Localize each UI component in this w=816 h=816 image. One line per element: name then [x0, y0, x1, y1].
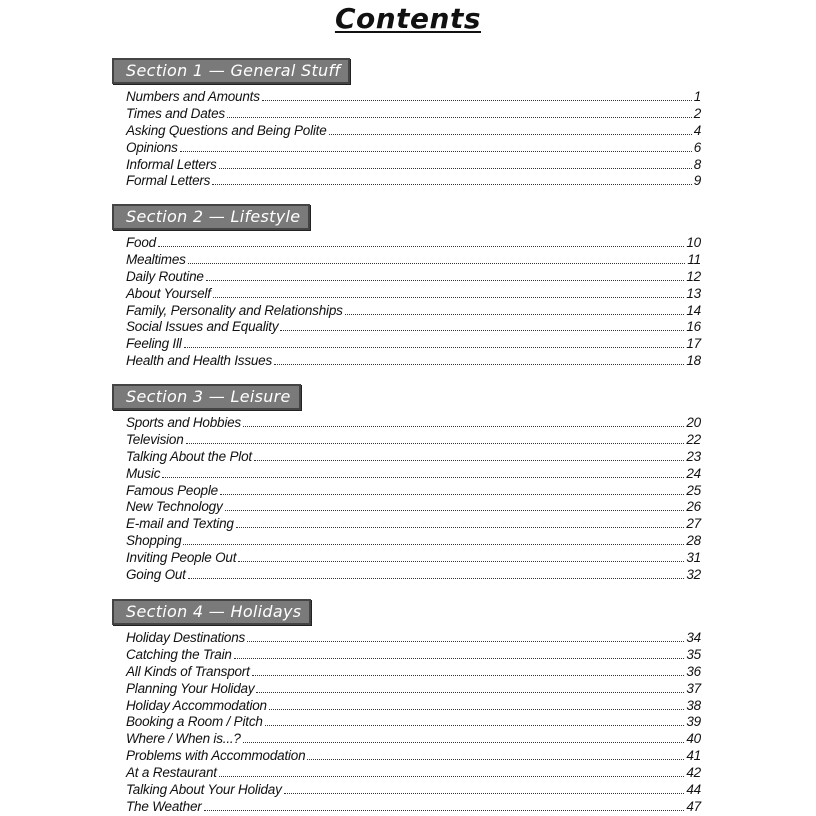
toc-entry-page-number: 11: [687, 251, 701, 267]
toc-entry[interactable]: [126, 123, 701, 140]
dot-leader: [220, 494, 684, 495]
dot-leader: [219, 776, 685, 777]
toc-entry-page-number: 17: [686, 336, 701, 352]
toc-entry-title: Social Issues and Equality: [126, 319, 279, 335]
dot-leader: [184, 347, 685, 348]
toc-entry-title: Health and Health Issues: [126, 353, 273, 369]
dot-leader: [254, 460, 684, 461]
toc-entry-title: Sports and Hobbies: [126, 415, 241, 430]
toc-entry-title: Problems with Accommodation: [126, 748, 306, 764]
toc-entry[interactable]: [126, 89, 701, 106]
toc-entry-page-number: 40: [686, 731, 701, 747]
toc-entry[interactable]: [126, 235, 701, 252]
toc-entry-title: Talking About Your Holiday: [126, 782, 282, 798]
toc-entry-page-number: 8: [693, 156, 701, 172]
toc-entry-page-number: 20: [686, 415, 701, 430]
toc-entry[interactable]: [126, 157, 701, 174]
toc-entry[interactable]: [126, 748, 701, 765]
toc-entry-page-number: 32: [686, 567, 701, 583]
toc-entry[interactable]: [126, 714, 701, 731]
dot-leader: [243, 742, 685, 743]
toc-entry[interactable]: [126, 698, 701, 715]
toc-entry-title: Television: [126, 431, 184, 447]
toc-entry[interactable]: [126, 415, 701, 432]
toc-entry-page-number: 27: [686, 516, 701, 532]
dot-leader: [307, 759, 684, 760]
toc-entry-title: New Technology: [126, 499, 223, 515]
toc-entry[interactable]: [126, 449, 701, 466]
toc-entry-title: Feeling Ill: [126, 336, 182, 352]
toc-entry-page-number: 4: [693, 122, 701, 138]
toc-entry-page-number: 2: [693, 105, 701, 121]
toc-entry-page-number: 41: [686, 748, 701, 764]
toc-entry-title: Opinions: [126, 139, 178, 155]
dot-leader: [236, 527, 685, 528]
toc-entry[interactable]: [126, 681, 701, 698]
toc-entry[interactable]: [126, 567, 701, 584]
section-heading: Section 2 — Lifestyle: [112, 204, 310, 230]
toc-entry[interactable]: [126, 765, 701, 782]
toc-entry-page-number: 47: [686, 798, 701, 814]
toc-entry[interactable]: [126, 140, 701, 157]
section-4: [112, 599, 702, 816]
toc-entry-title: Shopping: [126, 533, 182, 549]
toc-entry[interactable]: [126, 516, 701, 533]
toc-entry-title: All Kinds of Transport: [126, 663, 250, 679]
toc-entry[interactable]: [126, 353, 701, 370]
toc-entry-page-number: 44: [686, 782, 701, 798]
dot-leader: [269, 709, 685, 710]
toc-entry-page-number: 35: [686, 646, 701, 662]
toc-entry-title: Planning Your Holiday: [126, 680, 255, 696]
toc-entry[interactable]: [126, 630, 701, 647]
dot-leader: [162, 477, 684, 478]
dot-leader: [247, 641, 684, 642]
dot-leader: [225, 510, 685, 511]
dot-leader: [158, 246, 684, 247]
dot-leader: [243, 426, 684, 427]
toc-entry[interactable]: [126, 483, 701, 500]
toc-entry[interactable]: [126, 336, 701, 353]
toc-entry-title: Where / When is...?: [126, 731, 241, 747]
dot-leader: [183, 544, 684, 545]
toc-entry-page-number: 26: [686, 499, 701, 515]
toc-entry-title: Asking Questions and Being Polite: [126, 122, 327, 138]
toc-entry[interactable]: [126, 466, 701, 483]
toc-entry-title: Mealtimes: [126, 251, 186, 267]
toc-entry-page-number: 12: [686, 268, 701, 284]
toc-entry-page-number: 18: [686, 353, 701, 369]
toc-entry-title: Times and Dates: [126, 105, 225, 121]
toc-entry-page-number: 38: [686, 697, 701, 713]
toc-entry-title: Holiday Accommodation: [126, 697, 267, 713]
dot-leader: [252, 675, 685, 676]
section-heading: Section 1 — General Stuff: [112, 58, 350, 84]
toc-list: [126, 235, 701, 370]
toc-entry-title: At a Restaurant: [126, 765, 217, 781]
toc-entry-page-number: 22: [686, 431, 701, 447]
toc-entry[interactable]: [126, 252, 701, 269]
toc-entry[interactable]: [126, 550, 701, 567]
toc-entry-page-number: 6: [693, 139, 701, 155]
toc-entry-page-number: 13: [686, 285, 701, 301]
toc-entry[interactable]: [126, 432, 701, 449]
section-1: [112, 58, 702, 190]
dot-leader: [262, 100, 692, 101]
dot-leader: [265, 725, 685, 726]
toc-entry[interactable]: [126, 499, 701, 516]
toc-entry-title: Famous People: [126, 482, 218, 498]
toc-entry-title: Holiday Destinations: [126, 630, 246, 645]
section-3: [112, 384, 702, 584]
section-2: [112, 204, 702, 370]
toc-entry-page-number: 42: [686, 765, 701, 781]
dot-leader: [345, 314, 685, 315]
toc-entry-page-number: 25: [686, 482, 701, 498]
section-heading: Section 4 — Holidays: [112, 599, 311, 625]
dot-leader: [274, 364, 684, 365]
toc-entry-title: The Weather: [126, 798, 202, 814]
toc-entry[interactable]: [126, 533, 701, 550]
toc-entry-title: Food: [126, 235, 156, 250]
dot-leader: [234, 658, 685, 659]
toc-entry-title: About Yourself: [126, 285, 211, 301]
dot-leader: [219, 168, 692, 169]
toc-entry-page-number: 34: [686, 630, 701, 645]
dot-leader: [227, 117, 692, 118]
toc-entry-page-number: 16: [686, 319, 701, 335]
toc-entry-title: E-mail and Texting: [126, 516, 234, 532]
toc-entry-title: Going Out: [126, 567, 186, 583]
toc-entry[interactable]: [126, 731, 701, 748]
toc-entry-page-number: 36: [686, 663, 701, 679]
toc-entry[interactable]: [126, 647, 701, 664]
toc-entry[interactable]: [126, 782, 701, 799]
toc-entry-title: Booking a Room / Pitch: [126, 714, 263, 730]
toc-entry[interactable]: [126, 303, 701, 320]
toc-entry-title: Informal Letters: [126, 156, 217, 172]
toc-list: [126, 630, 701, 816]
dot-leader: [212, 184, 691, 185]
toc-entry[interactable]: [126, 664, 701, 681]
dot-leader: [206, 280, 685, 281]
toc-list: [126, 415, 701, 584]
dot-leader: [204, 810, 685, 811]
dot-leader: [186, 443, 685, 444]
toc-entry-page-number: 31: [686, 550, 701, 566]
toc-entry-title: Daily Routine: [126, 268, 204, 284]
dot-leader: [256, 692, 684, 693]
toc-entry-page-number: 9: [693, 173, 701, 189]
dot-leader: [188, 263, 686, 264]
toc-entry[interactable]: [126, 319, 701, 336]
toc-entry[interactable]: [126, 269, 701, 286]
toc-entry-page-number: 39: [686, 714, 701, 730]
dot-leader: [280, 330, 684, 331]
toc-entry[interactable]: [126, 106, 701, 123]
dot-leader: [188, 578, 685, 579]
toc-entry-title: Family, Personality and Relationships: [126, 302, 343, 318]
toc-entry-page-number: 23: [686, 448, 701, 464]
toc-entry-page-number: 14: [686, 302, 701, 318]
toc-entry-page-number: 10: [686, 235, 701, 250]
toc-entry-page-number: 37: [686, 680, 701, 696]
dot-leader: [284, 793, 685, 794]
toc-entry-page-number: 24: [686, 465, 701, 481]
toc-entry-title: Catching the Train: [126, 646, 232, 662]
toc-entry[interactable]: [126, 173, 701, 190]
dot-leader: [238, 561, 684, 562]
toc-entry[interactable]: [126, 286, 701, 303]
toc-entry-title: Inviting People Out: [126, 550, 237, 566]
toc-entry-title: Talking About the Plot: [126, 448, 252, 464]
dot-leader: [213, 297, 685, 298]
dot-leader: [329, 134, 692, 135]
section-heading: Section 3 — Leisure: [112, 384, 301, 410]
toc-entry-page-number: 28: [686, 533, 701, 549]
dot-leader: [180, 151, 692, 152]
toc-entry-title: Formal Letters: [126, 173, 211, 189]
toc-entry-title: Music: [126, 465, 161, 481]
toc-entry[interactable]: [126, 799, 701, 816]
toc-entry-title: Numbers and Amounts: [126, 89, 260, 104]
toc-entry-page-number: 1: [693, 89, 701, 104]
page-title: Contents: [334, 2, 482, 35]
toc-list: [126, 89, 701, 190]
